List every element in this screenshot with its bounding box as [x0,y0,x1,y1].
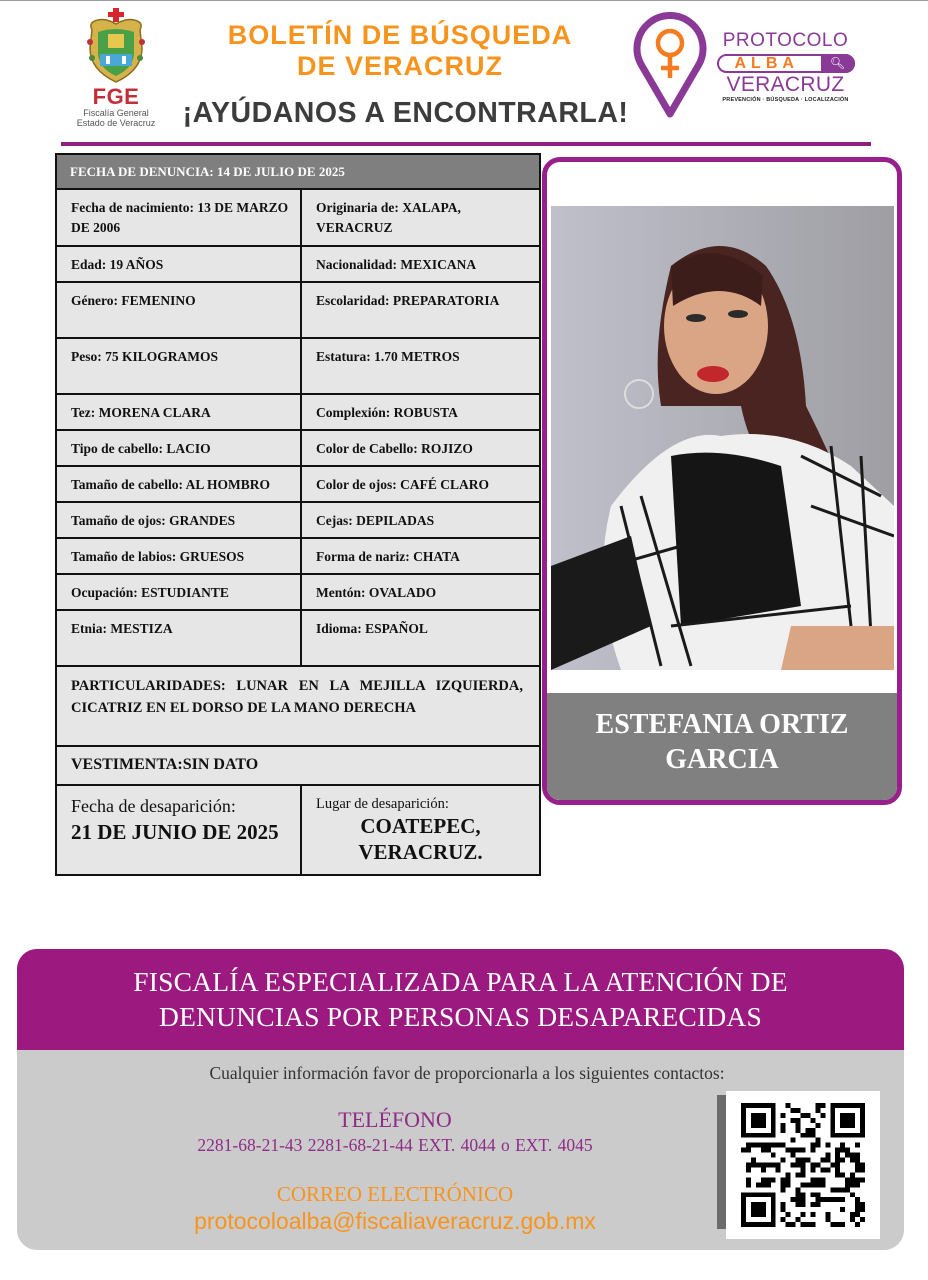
qr-module [840,1197,845,1202]
qr-module [855,1222,860,1227]
qr-module [810,1222,815,1227]
qr-module [835,1153,840,1158]
disappearance-date-label: Fecha de desaparición: [71,796,236,816]
qr-module [820,1197,825,1202]
qr-module [781,1202,786,1207]
qr-module [796,1187,801,1192]
qr-module [781,1182,786,1187]
qr-module [855,1197,860,1202]
qr-module [835,1148,840,1153]
qr-module [766,1163,771,1168]
qr-module [815,1202,820,1207]
qr-module [805,1158,810,1163]
qr-module [761,1177,766,1182]
qr-module [845,1187,850,1192]
chin: Mentón: OVALADO [316,585,437,600]
qr-module [746,1182,751,1187]
qr-module [820,1182,825,1187]
qr-code-icon [741,1103,865,1227]
disappearance-place-line2: VERACRUZ. [358,840,483,864]
table-row [57,247,539,283]
qr-module [786,1182,791,1187]
qr-module [796,1128,801,1133]
qr-module [805,1113,810,1118]
qr-module [835,1222,840,1227]
qr-module [845,1153,850,1158]
education: Escolaridad: PREPARATORIA [316,293,500,308]
search-icon: 🔍︎ [821,54,855,73]
qr-module [855,1207,860,1212]
qr-module [781,1177,786,1182]
qr-module [756,1182,761,1187]
qr-module [786,1148,791,1153]
qr-module [835,1187,840,1192]
table-row [57,539,539,575]
qr-module [855,1158,860,1163]
qr-module [776,1167,781,1172]
qr-module [766,1177,771,1182]
bulletin-title [200,20,600,82]
alba-tagline: PREVENCIÓN · BÚSQUEDA · LOCALIZACIÓN [722,97,849,103]
qr-module [771,1143,776,1148]
age: Edad: 19 AÑOS [57,247,302,281]
qr-module [835,1172,840,1177]
phone-numbers[interactable]: 2281-68-21-43 2281-68-21-44 EXT. 4044 o EXT. 4045 [197,1135,593,1155]
qr-module [830,1197,835,1202]
qr-module [855,1167,860,1172]
qr-module [801,1172,806,1177]
agency-name-line1: Fiscalía General [83,108,149,118]
qr-module [751,1158,756,1163]
table-row [57,503,539,539]
qr-module [741,1148,746,1153]
qr-module [860,1167,865,1172]
qr-module [835,1167,840,1172]
qr-module [810,1167,815,1172]
person-name-line1: ESTEFANIA ORTIZ [595,709,849,740]
qr-module [746,1143,751,1148]
qr-module [771,1177,776,1182]
table-row [57,339,539,395]
alba-word-protocolo: PROTOCOLO [722,30,849,51]
qr-module [835,1163,840,1168]
qr-module [810,1163,815,1168]
qr-module [746,1163,751,1168]
qr-module [820,1177,825,1182]
alba-pill [717,54,855,73]
ethnicity: Etnia: MESTIZA [57,611,302,665]
qr-module [801,1182,806,1187]
qr-module [815,1143,820,1148]
qr-module [766,1148,771,1153]
qr-module [815,1163,820,1168]
disappearance-place-line1: COATEPEC, [360,814,481,838]
qr-module [801,1133,806,1138]
nationality: Nacionalidad: MEXICANA [316,257,477,272]
build: Complexión: ROBUSTA [316,405,458,420]
qr-module [850,1177,855,1182]
qr-module [855,1153,860,1158]
qr-module [781,1217,786,1222]
qr-module [830,1187,835,1192]
email-link[interactable]: protocoloalba@fiscaliaveracruz.gob.mx [194,1208,596,1234]
qr-module [791,1148,796,1153]
qr-module [815,1182,820,1187]
qr-module [791,1163,796,1168]
occupation: Ocupación: ESTUDIANTE [57,575,302,609]
bulletin-title-line2: DE VERACRUZ [296,51,503,81]
qr-module [830,1222,835,1227]
qr-module [850,1172,855,1177]
qr-module [850,1153,855,1158]
qr-module [825,1167,830,1172]
qr-module [845,1148,850,1153]
qr-module [855,1212,860,1217]
hair-color: Color de Cabello: ROJIZO [316,441,473,456]
qr-module [850,1212,855,1217]
eyebrows: Cejas: DEPILADAS [316,513,435,528]
qr-module [810,1128,815,1133]
qr-module [781,1113,786,1118]
qr-module [820,1113,825,1118]
qr-module [840,1143,845,1148]
qr-module [771,1163,776,1168]
qr-module [801,1148,806,1153]
qr-module [796,1148,801,1153]
qr-module [815,1138,820,1143]
qr-module [801,1167,806,1172]
qr-module [810,1133,815,1138]
contact-footer [17,949,904,1250]
qr-module [855,1202,860,1207]
qr-module [791,1108,796,1113]
qr-module [840,1187,845,1192]
email-label: CORREO ELECTRÓNICO [276,1182,514,1206]
qr-module [840,1158,845,1163]
table-row [57,395,539,431]
person-photo [551,206,894,670]
qr-module [786,1103,791,1108]
qr-module [835,1197,840,1202]
fge-abbr: FGE [92,84,140,109]
qr-module [850,1217,855,1222]
phone-label: TELÉFONO [338,1107,452,1132]
qr-module [746,1167,751,1172]
qr-module [761,1163,766,1168]
qr-module [860,1207,865,1212]
specialized-unit-banner [17,949,904,1050]
qr-module [805,1182,810,1187]
disappearance-date: 21 DE JUNIO DE 2025 [71,820,279,844]
qr-module [766,1182,771,1187]
complexion-skin: Tez: MORENA CLARA [57,395,302,429]
alba-word-veracruz: VERACRUZ [726,73,845,96]
qr-module [820,1158,825,1163]
qr-module [781,1207,786,1212]
qr-module [825,1143,830,1148]
eye-size: Tamaño de ojos: GRANDES [57,503,302,537]
qr-module [815,1197,820,1202]
qr-module [860,1202,865,1207]
qr-module [771,1153,776,1158]
qr-module [786,1177,791,1182]
qr-module [840,1222,845,1227]
disappearance-place-cell [302,786,539,874]
origin: Originaria de: XALAPA, VERACRUZ [316,200,461,235]
qr-module [796,1202,801,1207]
particularities: PARTICULARIDADES: LUNAR EN LA MEJILLA IZQUIERDA, CICATRIZ EN EL DORSO DE LA MANO DERECHA [57,667,539,747]
qr-module [796,1163,801,1168]
alba-word-alba: ALBA [734,55,799,72]
table-row [57,431,539,467]
qr-module [810,1212,815,1217]
unit-line2: DENUNCIAS POR PERSONAS DESAPARECIDAS [159,1001,762,1032]
qr-module [801,1222,806,1227]
qr-module [825,1212,830,1217]
qr-module [756,1143,761,1148]
qr-module [781,1158,786,1163]
qr-module [810,1192,815,1197]
qr-module [840,1148,845,1153]
contact-note: Cualquier información favor de proporcionarla a los siguientes contactos: [209,1063,725,1083]
bulletin-subtitle: ¡AYÚDANOS A ENCONTRARLA! [182,97,629,129]
photo-card [542,157,902,805]
qr-module [815,1123,820,1128]
qr-module [815,1177,820,1182]
qr-module [791,1138,796,1143]
nose-shape: Forma de nariz: CHATA [316,549,460,564]
qr-module [855,1143,860,1148]
qr-module [761,1167,766,1172]
protocolo-alba-logo [713,30,858,104]
agency-name-line2: Estado de Veracruz [76,118,156,128]
qr-code[interactable] [726,1091,880,1239]
gender: Género: FEMENINO [57,283,302,337]
disappearance-place-label: Lugar de desaparición: [316,796,449,812]
qr-module [845,1182,850,1187]
qr-module [791,1153,796,1158]
qr-module [835,1158,840,1163]
qr-finder-core [840,1113,855,1128]
qr-finder-core [751,1202,766,1217]
qr-module [781,1187,786,1192]
qr-module [776,1143,781,1148]
qr-module [845,1177,850,1182]
qr-module [791,1222,796,1227]
person-details-table [55,153,541,876]
qr-module [796,1118,801,1123]
qr-module [761,1182,766,1187]
height: Estatura: 1.70 METROS [316,349,460,364]
qr-module [801,1158,806,1163]
qr-module [781,1123,786,1128]
qr-module [810,1202,815,1207]
person-name-line2: GARCIA [665,744,779,775]
disappearance-row [57,786,539,874]
person-photo-illustration [551,206,894,670]
qr-module [796,1172,801,1177]
qr-module [796,1217,801,1222]
qr-module [761,1143,766,1148]
table-row [57,611,539,667]
bulletin-title-line1: BOLETÍN DE BÚSQUEDA [227,20,573,50]
unit-line1: FISCALÍA ESPECIALIZADA PARA LA ATENCIÓN DE [133,966,788,997]
qr-module [810,1182,815,1187]
qr-finder-core [751,1113,766,1128]
qr-module [801,1163,806,1168]
qr-module [786,1212,791,1217]
qr-module [801,1212,806,1217]
table-row [57,190,539,247]
veracruz-coat-of-arms-icon [84,8,148,86]
qr-module [810,1143,815,1148]
qr-module [810,1148,815,1153]
qr-module [860,1163,865,1168]
qr-module [860,1177,865,1182]
qr-module [786,1172,791,1177]
qr-module [820,1103,825,1108]
qr-module [860,1217,865,1222]
female-symbol-pin-icon [630,10,710,118]
qr-module [840,1172,845,1177]
qr-module [801,1192,806,1197]
qr-module [751,1163,756,1168]
qr-module [820,1167,825,1172]
qr-module [796,1197,801,1202]
qr-module [850,1158,855,1163]
qr-module [850,1192,855,1197]
qr-module [855,1182,860,1187]
qr-module [801,1202,806,1207]
qr-module [805,1133,810,1138]
qr-module [840,1207,845,1212]
qr-module [850,1182,855,1187]
qr-module [801,1197,806,1202]
qr-module [761,1148,766,1153]
birth-date: Fecha de nacimiento: 13 DE MARZO DE 2006 [57,190,302,245]
qr-module [746,1148,751,1153]
hair-length: Tamaño de cabello: AL HOMBRO [57,467,302,501]
qr-module [796,1123,801,1128]
weight: Peso: 75 KILOGRAMOS [57,339,302,393]
qr-module [825,1153,830,1158]
qr-module [746,1177,751,1182]
qr-module [756,1163,761,1168]
qr-module [810,1118,815,1123]
table-row [57,467,539,503]
qr-module [796,1108,801,1113]
qr-module [791,1197,796,1202]
qr-module [801,1113,806,1118]
qr-module [855,1163,860,1168]
qr-module [796,1158,801,1163]
qr-module [766,1143,771,1148]
eye-color: Color de ojos: CAFÉ CLARO [316,477,489,492]
qr-module [805,1128,810,1133]
qr-module [796,1192,801,1197]
qr-module [815,1103,820,1108]
fge-logo [66,8,166,130]
qr-module [830,1163,835,1168]
language: Idioma: ESPAÑOL [316,621,428,636]
header-divider [61,142,871,146]
report-date: FECHA DE DENUNCIA: 14 DE JULIO DE 2025 [57,155,539,190]
table-row [57,575,539,611]
lip-size: Tamaño de labios: GRUESOS [57,539,302,573]
qr-module [825,1217,830,1222]
qr-module [791,1118,796,1123]
qr-module [810,1177,815,1182]
qr-module [855,1177,860,1182]
qr-module [781,1143,786,1148]
qr-module [825,1158,830,1163]
qr-module [805,1222,810,1227]
qr-module [815,1108,820,1113]
qr-module [751,1143,756,1148]
top-rule [0,0,928,1]
qr-module [815,1192,820,1197]
qr-module [825,1197,830,1202]
table-row [57,283,539,339]
person-name [547,693,897,805]
qr-module [776,1163,781,1168]
qr-module [781,1128,786,1133]
qr-module [786,1222,791,1227]
clothing: VESTIMENTA:SIN DATO [57,747,539,786]
disappearance-date-cell [57,786,302,874]
hair-type: Tipo de cabello: LACIO [57,431,302,465]
